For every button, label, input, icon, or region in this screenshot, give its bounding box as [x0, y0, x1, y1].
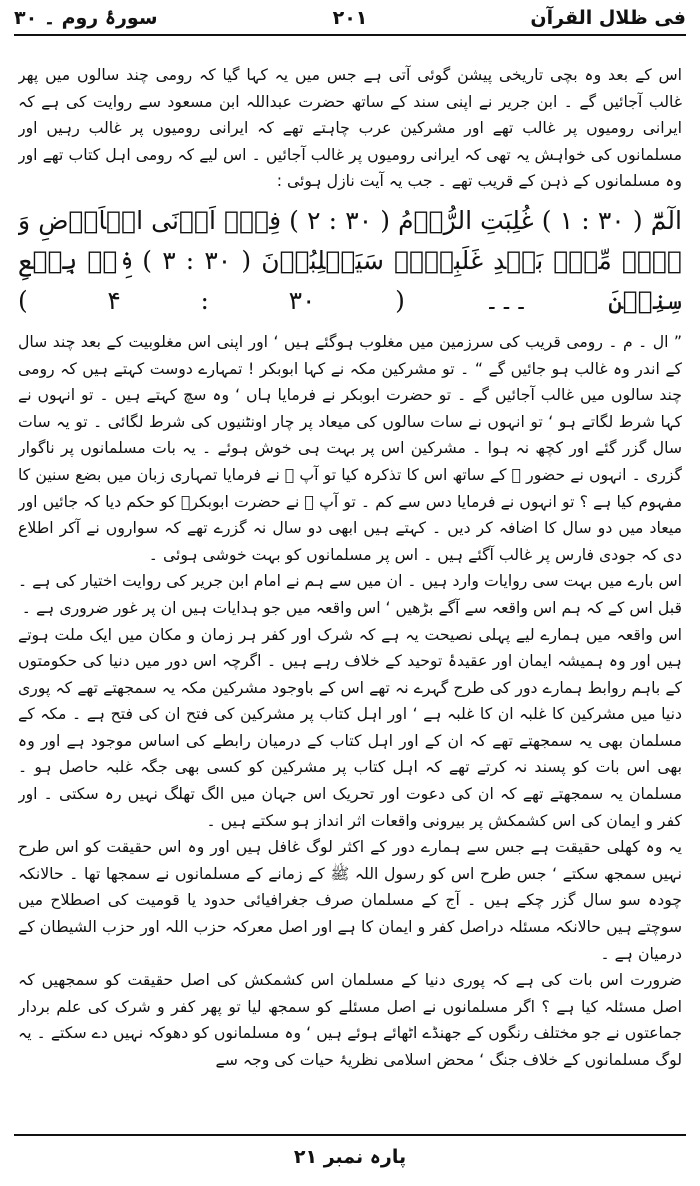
paragraph-narrations: اس بارے میں بہت سی روایات وارد ہیں ۔ ان میں سے ہم نے امام ابن جریر کی روایت اختیار کی ہے ۔ قبل اس کے کہ ہم اس واقعہ سے آگے بڑھیں ‘ اس واقعہ میں جو ہدایات ہیں ان پر غور ضروری ہے ۔ [18, 571, 682, 617]
paragraph-first-lesson: اس واقعہ میں ہمارے لیے پہلی نصیحت یہ ہے کہ شرک اور کفر ہر زمان و مکان میں ایک ملت ہوتے ہیں اور وہ ہمیشہ ایمان اور عقیدۂ توحید کے خلاف رہے ہیں ۔ اگرچہ اس دور میں دنیا کی حکومتوں کے باہم روابط ہمارے دور کی طرح گہرے نہ تھے اس کے باوجود مشرکین مکہ یہ سمجھتے تھے کہ پوری دنیا میں مشرکین کا غلبہ ان کا غلبہ ہے ‘ اور اہل کتاب پر مشرکین کی فتح ان کی فتح ہے ۔ مکہ کے مسلمان بھی یہ سمجھتے تھے کہ ان کے اور اہل کتاب کے درمیان رابطے کی اساس موجود ہے اور وہ بھی اس بات کو پسند نہ کرتے تھے کہ اہل کتاب پر مشرکین کو کسی بھی جگہ غلبہ حاصل ہو ۔ مسلمان یہ سمجھتے تھے کہ ان کی دعوت اور تحریک اس جہان میں الگ تھلگ نہیں رہ سکتی ۔ اور کفر و ایمان کی اس کشمکش پر بیرونی واقعات اثر انداز ہو سکتے ہیں ۔ [18, 624, 682, 830]
paragraph-intro: اس کے بعد وہ بچی تاریخی پیشن گوئی آتی ہے جس میں یہ کہا گیا کہ رومی چند سالوں میں پھر غالب آجائیں گے ۔ ابن جریر نے اپنی سند کے ساتھ حضرت عبداللہ ابن مسعود سے روایت کی ہے کہ ایرانی رومیوں پر غالب تھے اور مشرکین عرب چاہتے تھے کہ ایرانی رومیوں پر غالب رہیں اور مسلمانوں کی خواہش یہ تھی کہ ایرانی رومیوں پر غالب آجائیں ۔ اس لیے کہ رومی اہل کتاب تھے اور وہ مسلمانوں کے ذہن کے قریب تھے ۔ جب یہ آیت نازل ہوئی : [18, 65, 682, 191]
quran-verse: الٓمّٓ ( ۳۰ : ۱ ) غُلِبَتِ الرُّوۡمُ ( ۳۰ : ۲ ) فِیۡۤ اَدۡنَی الۡاَرۡضِ وَ ہُمۡ مِّنۡۢ بَعۡدِ غَلَبِہِمۡ سَیَغۡلِبُوۡنَ ( ۳۰ : ۳ ) فِیۡ بِضۡعِ سِنِیۡنَ ۔۔۔ ( ۳۰ : ۴ ) [18, 205, 682, 315]
header-rule [14, 34, 686, 36]
surah-info: سورۂ روم ۔ ۳۰ [14, 7, 158, 29]
page-number: ۲۰۱ [332, 7, 368, 29]
page-body [18, 62, 682, 1122]
paragraph-translation-story: ” ال ۔ م ۔ رومی قریب کی سرزمین میں مغلوب ہوگئے ہیں ‘ اور اپنی اس مغلوبیت کے بعد چند سال کے اندر وہ غالب ہو جائیں گے “ ۔ تو مشرکین مکہ نے کہا ابوبکر ! تمہارے دوست کہتے ہیں کہ رومی چند سالوں میں غالب آجائیں گے ۔ تو حضرت ابوبکر نے فرمایا ہاں ‘ وہ سچ کہتے ہیں ۔ تو انہوں نے کہا شرط لگاتے ہو ‘ تو انہوں نے سات سالوں کی میعاد پر چار اونٹنیوں کی شرط لگائی ۔ تو یہ سات سال گزر گئے اور کچھ نہ ہوا ۔ مشرکین اس پر بہت ہی خوش ہوئے ۔ یہ بات مسلمانوں پر ناگوار گزری ۔ انہوں نے حضور ﷺ کے ساتھ اس کا تذکرہ کیا تو آپ ﷺ نے فرمایا تمہاری زبان میں بضع سنین کا مفہوم کیا ہے ؟ تو انہوں نے فرمایا دس سے کم ۔ تو آپ ﷺ نے حضرت ابوبکرؓ کو حکم دیا کہ جائیں اور میعاد میں دو سال کا اضافہ کر دیں ۔ کہتے ہیں ابھی دو سال نہ گزرے تھے کہ سواروں نے آکر اطلاع دی کہ جودی فارس پر غالب آگئے ہیں ۔ اس پر مسلمانوں کو بہت خوشی ہوئی ۔ [18, 331, 682, 564]
paragraph-need: ضرورت اس بات کی ہے کہ پوری دنیا کے مسلمان اس کشمکش کی اصل حقیقت کو سمجھیں کہ اصل مسئلہ کیا ہے ؟ اگر مسلمانوں نے اصل مسئلے کو سمجھ لیا تو پھر کفر و شرک کی علم بردار جماعتوں نے جو مختلف رنگوں کے جھنڈے اٹھائے ہوئے ہیں ‘ وہ مسلمانوں کو دھوکہ نہیں دے سکتے ۔ یہ لوگ مسلمانوں کے خلاف جنگ ‘ محض اسلامی نظریۂ حیات کی وجہ سے [18, 970, 682, 1069]
paragraph-open-truth: یہ وہ کھلی حقیقت ہے جس سے ہمارے دور کے اکثر لوگ غافل ہیں اور وہ اس حقیقت کو اس طرح نہیں سمجھ سکتے ‘ جس طرح اس کو رسول اللہ ﷺ کے زمانے کے مسلمانوں نے سمجھا تھا ۔ حالانکہ چودہ سو سال گزر چکے ہیں ۔ آج کے مسلمان صرف جغرافیائی حدود یا قومیت کی اصطلاح میں سوچتے ہیں حالانکہ مسئلہ دراصل کفر و ایمان کا ہے اور اصل معرکہ حزب اللہ اور حزب الشیطان کے درمیان ہے ۔ [18, 837, 682, 963]
para-number-label: پارہ نمبر ۲۱ [293, 1146, 407, 1168]
page-header [14, 4, 686, 32]
book-title: فی ظلال القرآن [530, 7, 686, 29]
footer-rule [14, 1134, 686, 1136]
